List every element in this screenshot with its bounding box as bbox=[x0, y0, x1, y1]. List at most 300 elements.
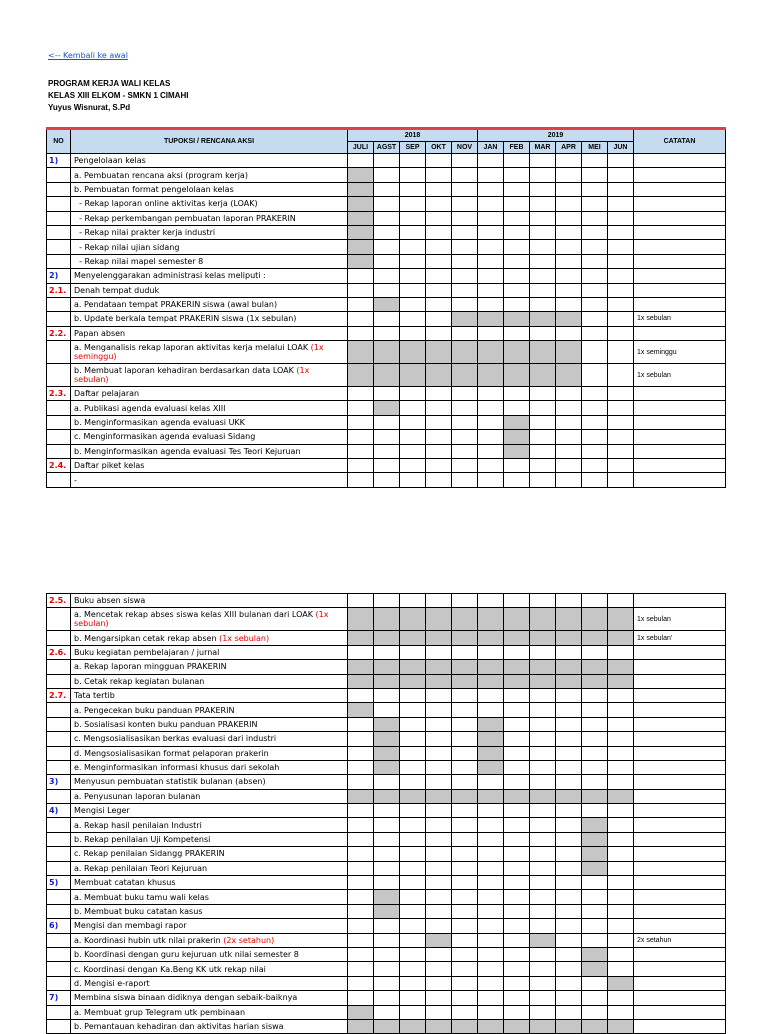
month-cell bbox=[504, 182, 530, 196]
task-text: a. Pembuatan rencana aksi (program kerja) bbox=[74, 170, 248, 180]
month-cell bbox=[426, 818, 452, 832]
month-cell bbox=[608, 703, 634, 717]
month-cell bbox=[452, 387, 478, 401]
col-month: JULI bbox=[348, 142, 374, 154]
month-cell bbox=[608, 890, 634, 904]
month-cell bbox=[374, 645, 400, 659]
month-cell bbox=[478, 364, 504, 387]
table-row bbox=[47, 660, 726, 674]
table-row bbox=[47, 197, 726, 211]
month-cell bbox=[374, 876, 400, 890]
month-cell bbox=[452, 283, 478, 297]
month-cell bbox=[608, 197, 634, 211]
month-cell bbox=[556, 269, 582, 283]
task-text: Papan absen bbox=[74, 328, 126, 338]
month-cell bbox=[608, 415, 634, 429]
month-cell bbox=[426, 473, 452, 487]
month-cell bbox=[452, 594, 478, 608]
month-cell bbox=[426, 832, 452, 846]
month-cell bbox=[556, 732, 582, 746]
month-cell bbox=[426, 401, 452, 415]
month-cell bbox=[530, 459, 556, 473]
note-cell bbox=[634, 861, 726, 875]
month-cell bbox=[556, 904, 582, 918]
table-row bbox=[47, 976, 726, 990]
month-cell bbox=[400, 364, 426, 387]
table-row bbox=[47, 401, 726, 415]
col-month: MEI bbox=[582, 142, 608, 154]
note-cell bbox=[634, 876, 726, 890]
table-row bbox=[47, 387, 726, 401]
table-row bbox=[47, 789, 726, 803]
table-row bbox=[47, 459, 726, 473]
month-cell bbox=[608, 168, 634, 182]
month-cell bbox=[348, 703, 374, 717]
month-cell bbox=[426, 444, 452, 458]
row-number bbox=[47, 312, 71, 326]
table-row bbox=[47, 297, 726, 311]
month-cell bbox=[504, 254, 530, 268]
task-text: Tata tertib bbox=[74, 691, 115, 701]
month-cell bbox=[478, 861, 504, 875]
month-cell bbox=[348, 976, 374, 990]
task-text: a. Rekap laporan mingguan PRAKERIN bbox=[74, 662, 227, 672]
month-cell bbox=[556, 594, 582, 608]
month-cell bbox=[530, 818, 556, 832]
month-cell bbox=[582, 312, 608, 326]
month-cell bbox=[556, 297, 582, 311]
month-cell bbox=[374, 240, 400, 254]
month-cell bbox=[478, 818, 504, 832]
row-number: 1) bbox=[47, 154, 71, 168]
month-cell bbox=[426, 415, 452, 429]
month-cell bbox=[478, 660, 504, 674]
month-cell bbox=[608, 444, 634, 458]
month-cell bbox=[582, 660, 608, 674]
month-cell bbox=[400, 415, 426, 429]
month-cell bbox=[504, 197, 530, 211]
class-title: KELAS XIII ELKOM - SMKN 1 CIMAHI bbox=[48, 91, 189, 100]
month-cell bbox=[452, 473, 478, 487]
month-cell bbox=[530, 312, 556, 326]
month-cell bbox=[556, 240, 582, 254]
month-cell bbox=[478, 240, 504, 254]
back-link[interactable]: <-- Kembali ke awal bbox=[48, 51, 128, 60]
month-cell bbox=[608, 401, 634, 415]
month-cell bbox=[556, 283, 582, 297]
table-row bbox=[47, 832, 726, 846]
month-cell bbox=[556, 459, 582, 473]
task-text: e. Menginformasikan informasi khusus dari sekolah bbox=[74, 763, 280, 773]
month-cell bbox=[556, 804, 582, 818]
task-text: Membuat catatan khusus bbox=[74, 878, 176, 888]
table-row bbox=[47, 631, 726, 645]
row-number bbox=[47, 240, 71, 254]
table-row bbox=[47, 919, 726, 933]
month-cell bbox=[530, 168, 556, 182]
task-cell bbox=[71, 832, 348, 846]
month-cell bbox=[530, 933, 556, 947]
note-cell bbox=[634, 297, 726, 311]
month-cell bbox=[374, 890, 400, 904]
month-cell bbox=[608, 962, 634, 976]
month-cell bbox=[582, 631, 608, 645]
month-cell bbox=[452, 401, 478, 415]
note-cell bbox=[634, 832, 726, 846]
month-cell bbox=[478, 976, 504, 990]
month-cell bbox=[374, 703, 400, 717]
month-cell bbox=[400, 832, 426, 846]
row-number: 2.1. bbox=[47, 283, 71, 297]
month-cell bbox=[582, 832, 608, 846]
month-cell bbox=[452, 444, 478, 458]
month-cell bbox=[504, 876, 530, 890]
month-cell bbox=[530, 225, 556, 239]
month-cell bbox=[478, 1019, 504, 1033]
month-cell bbox=[478, 608, 504, 631]
month-cell bbox=[608, 269, 634, 283]
month-cell bbox=[582, 890, 608, 904]
month-cell bbox=[556, 225, 582, 239]
table-row bbox=[47, 473, 726, 487]
month-cell bbox=[504, 645, 530, 659]
month-cell bbox=[452, 660, 478, 674]
month-cell bbox=[426, 674, 452, 688]
month-cell bbox=[348, 688, 374, 702]
row-number: 2.7. bbox=[47, 688, 71, 702]
note-cell bbox=[634, 760, 726, 774]
month-cell bbox=[400, 861, 426, 875]
task-cell bbox=[71, 1005, 348, 1019]
col-year-2019: 2019 bbox=[478, 129, 634, 142]
month-cell bbox=[348, 847, 374, 861]
month-cell bbox=[608, 775, 634, 789]
month-cell bbox=[452, 789, 478, 803]
month-cell bbox=[426, 341, 452, 364]
month-cell bbox=[374, 904, 400, 918]
month-cell bbox=[374, 631, 400, 645]
note-cell bbox=[634, 326, 726, 340]
month-cell bbox=[452, 991, 478, 1005]
month-cell bbox=[556, 674, 582, 688]
note-cell: 1x seminggu bbox=[634, 341, 726, 364]
month-cell bbox=[400, 717, 426, 731]
month-cell bbox=[608, 473, 634, 487]
month-cell bbox=[530, 154, 556, 168]
note-cell bbox=[634, 991, 726, 1005]
month-cell bbox=[582, 364, 608, 387]
month-cell bbox=[426, 947, 452, 961]
month-cell bbox=[374, 168, 400, 182]
note-cell bbox=[634, 645, 726, 659]
month-cell bbox=[374, 1019, 400, 1033]
task-text: a. Rekap penilaian Teori Kejuruan bbox=[74, 863, 208, 873]
month-cell bbox=[608, 660, 634, 674]
task-cell bbox=[71, 962, 348, 976]
month-cell bbox=[530, 594, 556, 608]
month-cell bbox=[374, 326, 400, 340]
month-cell bbox=[400, 297, 426, 311]
month-cell bbox=[426, 876, 452, 890]
month-cell bbox=[452, 919, 478, 933]
table-row bbox=[47, 225, 726, 239]
month-cell bbox=[426, 861, 452, 875]
month-cell bbox=[556, 703, 582, 717]
month-cell bbox=[504, 387, 530, 401]
month-cell bbox=[478, 444, 504, 458]
month-cell bbox=[582, 197, 608, 211]
month-cell bbox=[556, 430, 582, 444]
month-cell bbox=[426, 804, 452, 818]
row-number bbox=[47, 430, 71, 444]
month-cell bbox=[452, 1005, 478, 1019]
note-cell bbox=[634, 283, 726, 297]
month-cell bbox=[374, 473, 400, 487]
month-cell bbox=[374, 197, 400, 211]
month-cell bbox=[452, 240, 478, 254]
month-cell bbox=[478, 732, 504, 746]
note-cell bbox=[634, 703, 726, 717]
month-cell bbox=[530, 717, 556, 731]
month-cell bbox=[426, 962, 452, 976]
table-row bbox=[47, 168, 726, 182]
task-cell bbox=[71, 1019, 348, 1033]
month-cell bbox=[374, 688, 400, 702]
month-cell bbox=[452, 297, 478, 311]
month-cell bbox=[426, 168, 452, 182]
month-cell bbox=[504, 401, 530, 415]
month-cell bbox=[478, 326, 504, 340]
month-cell bbox=[504, 660, 530, 674]
table-row bbox=[47, 947, 726, 961]
month-cell bbox=[348, 760, 374, 774]
month-cell bbox=[426, 732, 452, 746]
task-cell bbox=[71, 326, 348, 340]
month-cell bbox=[504, 1019, 530, 1033]
frequency-highlight: (1x sebulan) bbox=[74, 610, 329, 629]
month-cell bbox=[530, 254, 556, 268]
month-cell bbox=[478, 688, 504, 702]
month-cell bbox=[400, 154, 426, 168]
month-cell bbox=[374, 364, 400, 387]
month-cell bbox=[348, 182, 374, 196]
month-cell bbox=[504, 326, 530, 340]
table-row bbox=[47, 876, 726, 890]
row-number bbox=[47, 364, 71, 387]
note-cell: 2x setahun bbox=[634, 933, 726, 947]
month-cell bbox=[504, 703, 530, 717]
month-cell bbox=[478, 631, 504, 645]
task-cell bbox=[71, 703, 348, 717]
month-cell bbox=[400, 991, 426, 1005]
task-cell bbox=[71, 861, 348, 875]
month-cell bbox=[426, 645, 452, 659]
month-cell bbox=[556, 746, 582, 760]
row-number: 2.5. bbox=[47, 594, 71, 608]
month-cell bbox=[426, 608, 452, 631]
month-cell bbox=[530, 660, 556, 674]
month-cell bbox=[530, 341, 556, 364]
table-row bbox=[47, 326, 726, 340]
month-cell bbox=[504, 594, 530, 608]
note-cell bbox=[634, 182, 726, 196]
month-cell bbox=[426, 197, 452, 211]
note-cell bbox=[634, 674, 726, 688]
month-cell bbox=[426, 919, 452, 933]
month-cell bbox=[608, 645, 634, 659]
table-row bbox=[47, 688, 726, 702]
month-cell bbox=[452, 962, 478, 976]
month-cell bbox=[582, 732, 608, 746]
col-month: MAR bbox=[530, 142, 556, 154]
task-cell bbox=[71, 732, 348, 746]
table-row bbox=[47, 861, 726, 875]
task-text: c. Menginformasikan agenda evaluasi Sidang bbox=[74, 432, 256, 442]
schedule-table-1 bbox=[46, 127, 726, 488]
month-cell bbox=[452, 168, 478, 182]
month-cell bbox=[478, 876, 504, 890]
month-cell bbox=[608, 919, 634, 933]
month-cell bbox=[478, 312, 504, 326]
task-cell bbox=[71, 608, 348, 631]
month-cell bbox=[582, 976, 608, 990]
month-cell bbox=[504, 364, 530, 387]
month-cell bbox=[608, 297, 634, 311]
row-number: 2.3. bbox=[47, 387, 71, 401]
month-cell bbox=[504, 890, 530, 904]
row-number bbox=[47, 732, 71, 746]
month-cell bbox=[582, 962, 608, 976]
month-cell bbox=[608, 283, 634, 297]
month-cell bbox=[452, 717, 478, 731]
row-number bbox=[47, 832, 71, 846]
task-text: c. Koordinasi dengan Ka.Beng KK utk rekap nilai bbox=[74, 964, 266, 974]
month-cell bbox=[452, 674, 478, 688]
task-text: b. Sosialisasi konten buku panduan PRAKERIN bbox=[74, 719, 258, 729]
task-cell bbox=[71, 225, 348, 239]
month-cell bbox=[556, 182, 582, 196]
task-text: Membina siswa binaan didiknya dengan sebaik-baiknya bbox=[74, 993, 298, 1003]
note-cell bbox=[634, 154, 726, 168]
month-cell bbox=[556, 789, 582, 803]
note-cell bbox=[634, 746, 726, 760]
month-cell bbox=[478, 645, 504, 659]
task-cell bbox=[71, 473, 348, 487]
month-cell bbox=[582, 326, 608, 340]
col-month: SEP bbox=[400, 142, 426, 154]
month-cell bbox=[400, 608, 426, 631]
month-cell bbox=[530, 991, 556, 1005]
note-cell bbox=[634, 269, 726, 283]
month-cell bbox=[452, 890, 478, 904]
month-cell bbox=[556, 168, 582, 182]
task-cell bbox=[71, 254, 348, 268]
month-cell bbox=[530, 976, 556, 990]
row-number bbox=[47, 660, 71, 674]
month-cell bbox=[582, 225, 608, 239]
task-cell bbox=[71, 746, 348, 760]
note-cell bbox=[634, 890, 726, 904]
month-cell bbox=[530, 415, 556, 429]
month-cell bbox=[478, 401, 504, 415]
month-cell bbox=[348, 254, 374, 268]
month-cell bbox=[530, 890, 556, 904]
month-cell bbox=[348, 168, 374, 182]
table-row bbox=[47, 341, 726, 364]
task-cell bbox=[71, 876, 348, 890]
task-cell bbox=[71, 459, 348, 473]
table-row bbox=[47, 594, 726, 608]
table-row bbox=[47, 240, 726, 254]
row-number bbox=[47, 168, 71, 182]
month-cell bbox=[556, 775, 582, 789]
month-cell bbox=[400, 326, 426, 340]
month-cell bbox=[608, 387, 634, 401]
month-cell bbox=[348, 444, 374, 458]
month-cell bbox=[348, 297, 374, 311]
month-cell bbox=[400, 197, 426, 211]
month-cell bbox=[374, 211, 400, 225]
row-number bbox=[47, 211, 71, 225]
row-number: 6) bbox=[47, 919, 71, 933]
month-cell bbox=[374, 746, 400, 760]
month-cell bbox=[608, 976, 634, 990]
month-cell bbox=[504, 631, 530, 645]
month-cell bbox=[530, 847, 556, 861]
month-cell bbox=[478, 387, 504, 401]
month-cell bbox=[374, 1005, 400, 1019]
month-cell bbox=[608, 818, 634, 832]
task-cell bbox=[71, 847, 348, 861]
month-cell bbox=[608, 312, 634, 326]
task-text: b. Menginformasikan agenda evaluasi Tes Teori Kejuruan bbox=[74, 446, 301, 456]
month-cell bbox=[504, 804, 530, 818]
month-cell bbox=[374, 847, 400, 861]
month-cell bbox=[504, 760, 530, 774]
row-number bbox=[47, 789, 71, 803]
table-row bbox=[47, 847, 726, 861]
month-cell bbox=[400, 473, 426, 487]
month-cell bbox=[400, 933, 426, 947]
month-cell bbox=[582, 401, 608, 415]
month-cell bbox=[374, 297, 400, 311]
table-row bbox=[47, 154, 726, 168]
month-cell bbox=[452, 269, 478, 283]
month-cell bbox=[530, 608, 556, 631]
month-cell bbox=[426, 269, 452, 283]
table-row bbox=[47, 608, 726, 631]
month-cell bbox=[530, 789, 556, 803]
month-cell bbox=[504, 168, 530, 182]
month-cell bbox=[608, 225, 634, 239]
month-cell bbox=[452, 645, 478, 659]
month-cell bbox=[400, 890, 426, 904]
month-cell bbox=[400, 804, 426, 818]
month-cell bbox=[478, 674, 504, 688]
month-cell bbox=[400, 947, 426, 961]
month-cell bbox=[556, 919, 582, 933]
note-cell bbox=[634, 401, 726, 415]
month-cell bbox=[348, 459, 374, 473]
month-cell bbox=[348, 594, 374, 608]
month-cell bbox=[374, 660, 400, 674]
month-cell bbox=[374, 818, 400, 832]
month-cell bbox=[426, 847, 452, 861]
month-cell bbox=[556, 401, 582, 415]
note-cell bbox=[634, 947, 726, 961]
task-text: b. Koordinasi dengan guru kejuruan utk nilai semester 8 bbox=[74, 950, 299, 960]
month-cell bbox=[608, 991, 634, 1005]
